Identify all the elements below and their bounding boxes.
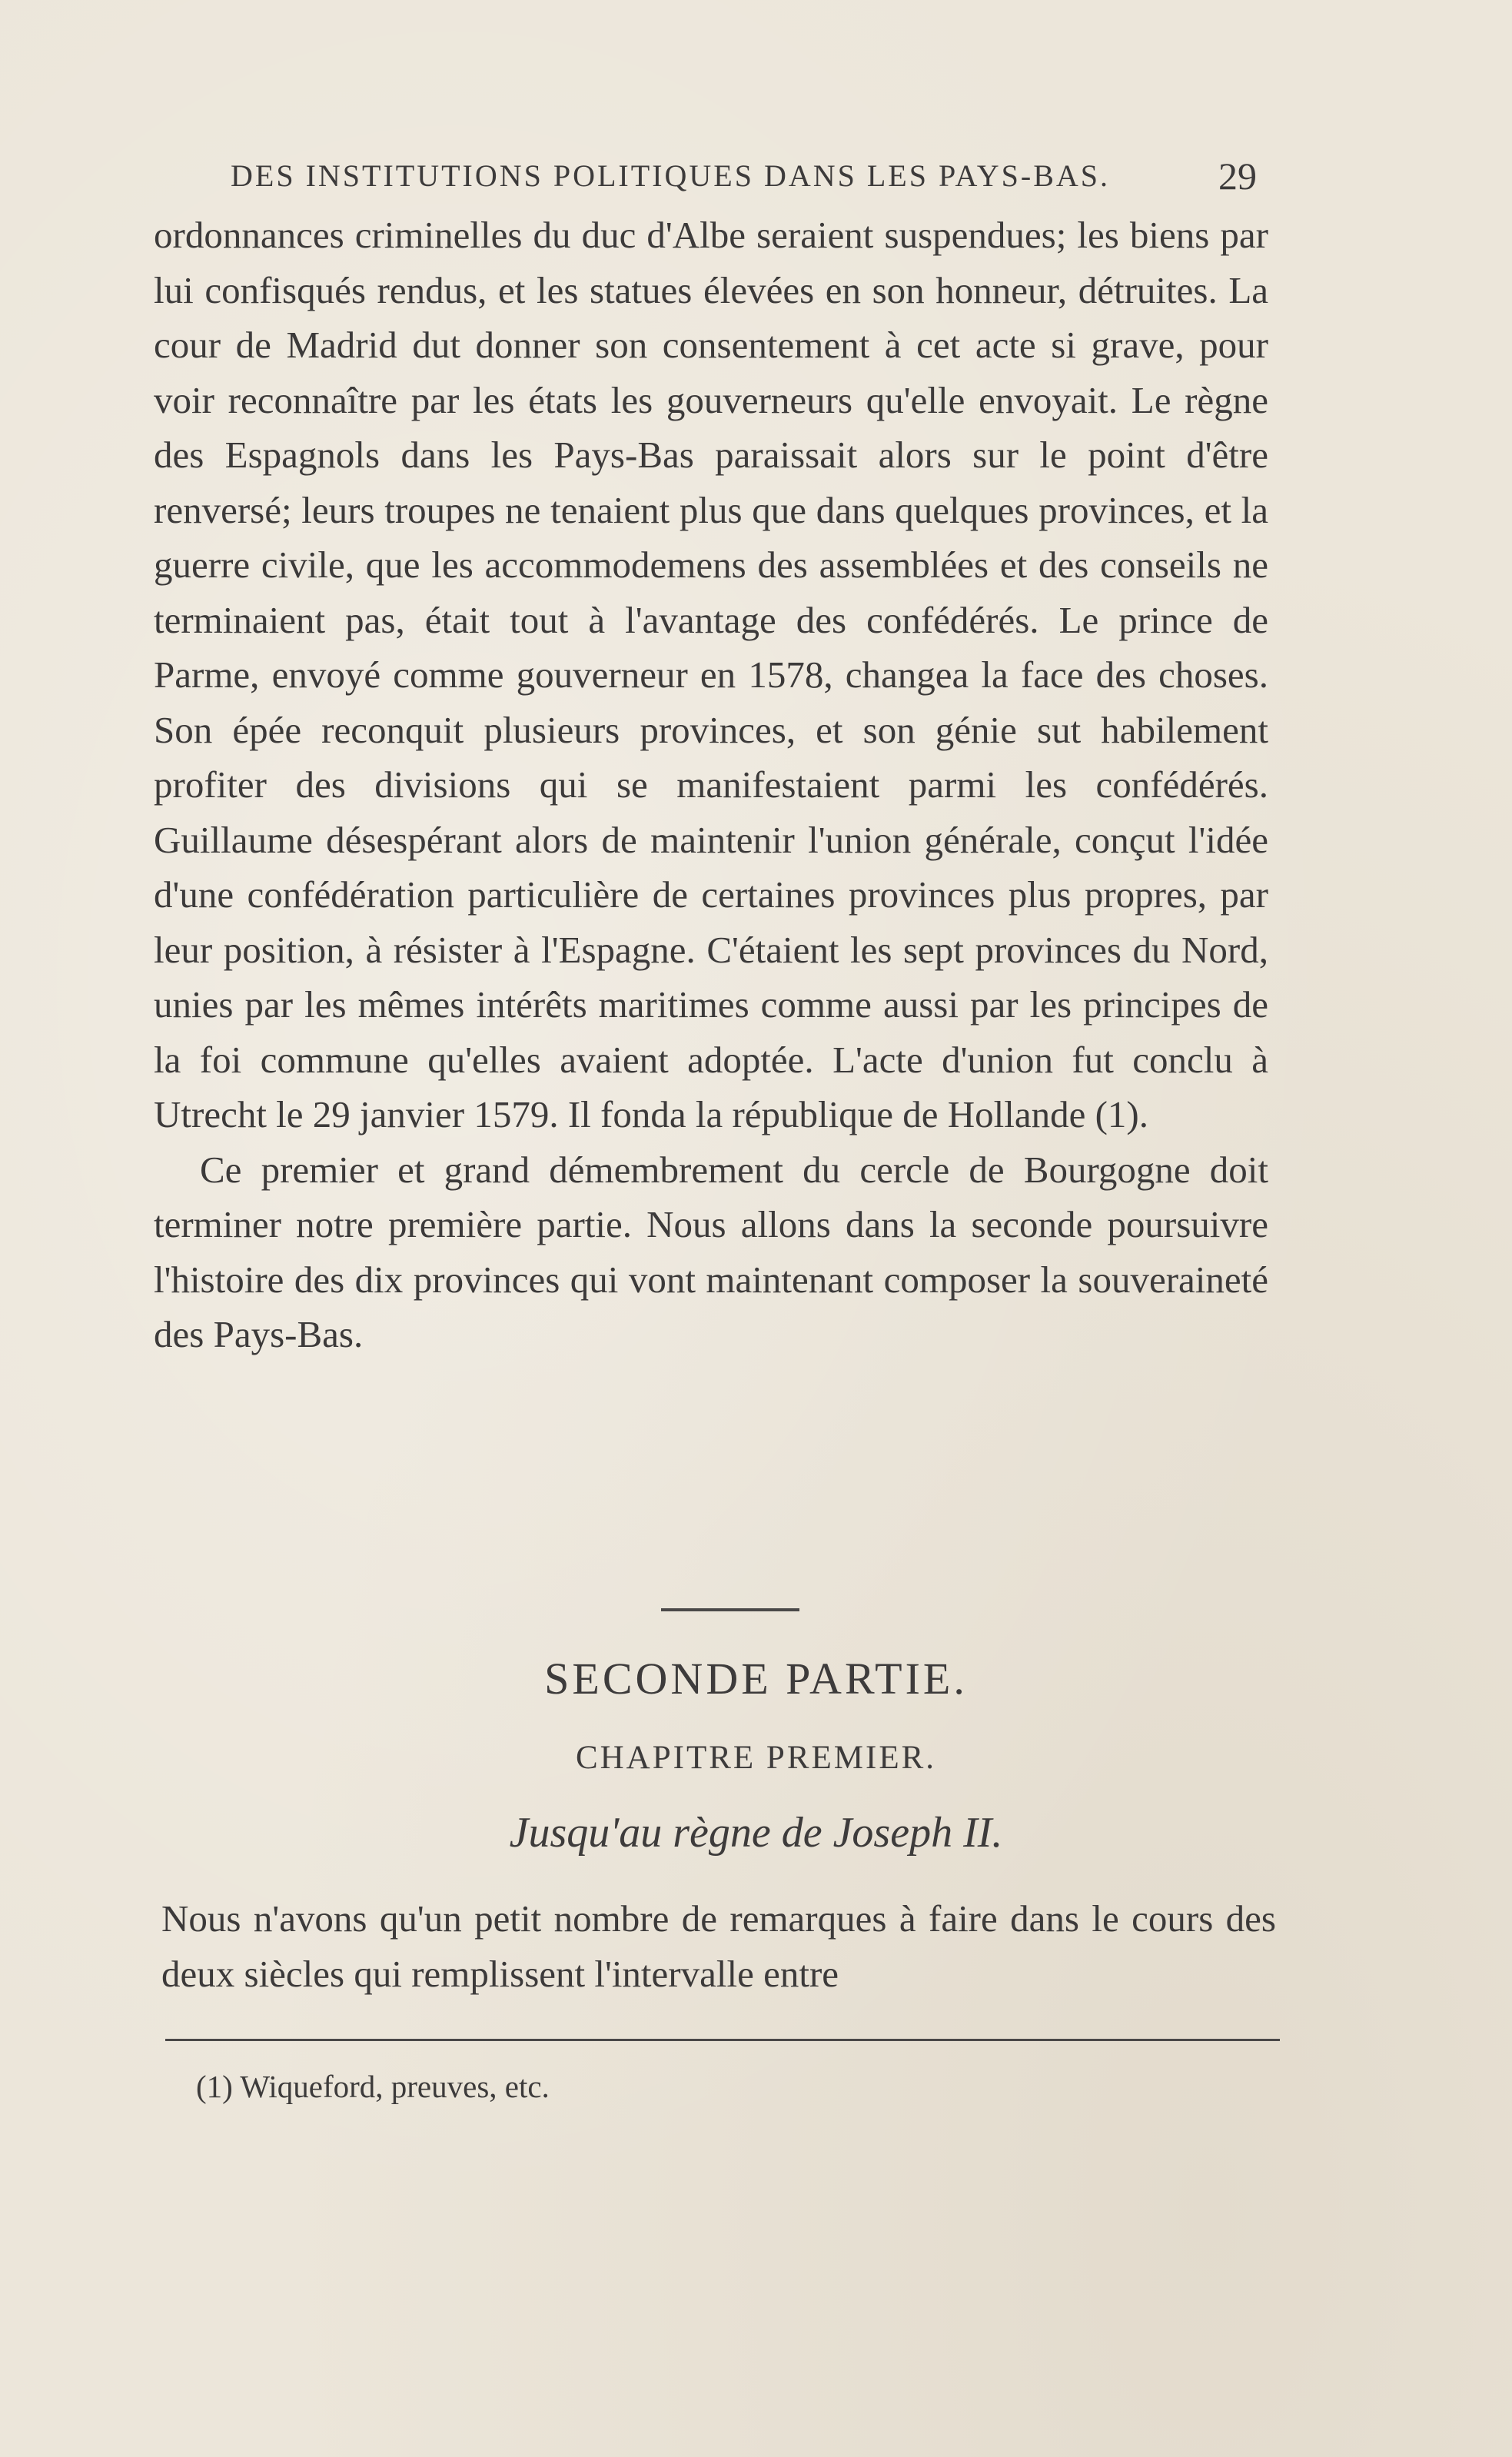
main-text-block xyxy=(154,208,1268,1362)
footnote-rule xyxy=(165,2039,1280,2041)
footnote: (1) Wiqueford, preuves, etc. xyxy=(196,2069,550,2104)
paragraph-2: Ce premier et grand démembrement du cercle de Bourgogne doit terminer notre première partie. Nous allons dans la seconde poursuivre l'histoire des dix provinces qui vont maintenant composer la souveraineté des Pays-Bas. xyxy=(154,1148,1268,1355)
chapter-title: CHAPITRE PREMIER. xyxy=(575,1740,937,1776)
page-number: 29 xyxy=(1218,155,1257,198)
paragraph-1: ordonnances criminelles du duc d'Albe seraient suspendues; les biens par lui confisqués rendus, et les statues élevées en son honneur, détruites. La cour de Madrid dut donner son consentement à cet acte si grave, pour voir reconnaître par les états les gouverneurs qu'elle envoyait. Le règne des Espagnols dans les Pays-Bas paraissait alors sur le point d'être renversé; leurs troupes ne tenaient plus que dans quelques provinces, et la guerre civile, que les accommodemens des assemblées et des conseils ne terminaient pas, était tout à l'avantage des confédérés. Le prince de Parme, envoyé comme gouverneur en 1578, changea la face des choses. Son épée reconquit plusieurs provinces, et son génie sut habilement profiter des divisions qui se manifestaient parmi les confédérés. Guillaume désespérant alors de maintenir l'union générale, conçut l'idée d'une confédération particulière de certaines provinces plus propres, par leur position, à résister à l'Espagne. C'étaient les sept provinces du Nord, unies par les mêmes intérêts maritimes comme aussi par les principes de la foi commune qu'elles avaient adoptée. L'acte d'union fut conclu à Utrecht le 29 janvier 1579. Il fonda la république de Hollande (1). xyxy=(154,214,1268,1135)
chapter-subtitle: Jusqu'au règne de Joseph II. xyxy=(509,1809,1003,1857)
chapter-text-block xyxy=(161,1891,1276,2002)
running-head: DES INSTITUTIONS POLITIQUES DANS LES PAYS-BAS. xyxy=(231,158,1111,193)
paragraph-3: Nous n'avons qu'un petit nombre de remarques à faire dans le cours des deux siècles qui remplissent l'intervalle entre xyxy=(161,1897,1276,1995)
part-title: SECONDE PARTIE. xyxy=(544,1654,968,1704)
section-divider xyxy=(661,1608,799,1611)
